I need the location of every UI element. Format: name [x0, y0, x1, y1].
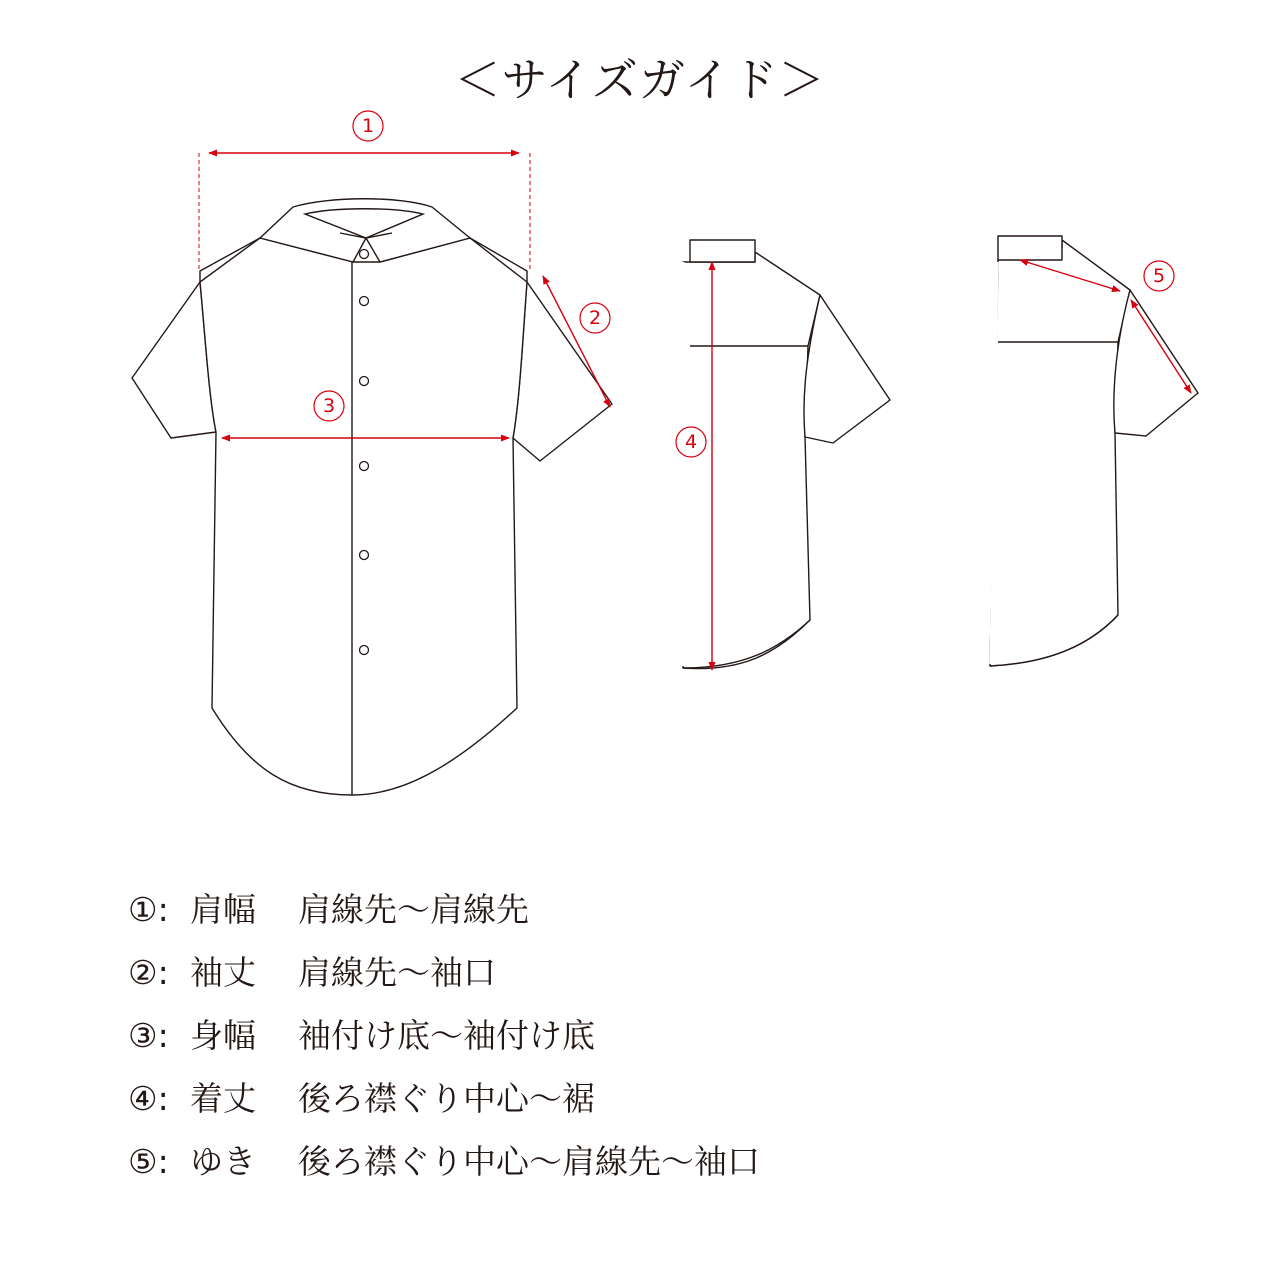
legend-row	[128, 1134, 760, 1197]
page-title: ＜サイズガイド＞	[454, 53, 826, 107]
legend-row	[128, 945, 760, 1008]
back-body	[990, 240, 1130, 666]
side-view-shirt	[683, 240, 890, 669]
marker-4-label: 4	[684, 431, 698, 453]
legend-number: ⑤:	[128, 1142, 169, 1181]
button	[360, 297, 369, 306]
back-view-shirt	[990, 236, 1198, 666]
legend-number: ②:	[128, 953, 169, 992]
legend-name: ゆき	[190, 1142, 256, 1181]
legend-description: 肩線先〜肩線先	[298, 890, 529, 929]
button	[360, 646, 369, 655]
legend-row	[128, 1071, 760, 1134]
marker-3-label: 3	[322, 395, 336, 417]
legend-description: 袖付け底〜袖付け底	[298, 1016, 595, 1055]
back-collar	[998, 236, 1062, 260]
legend-description: 肩線先〜袖口	[298, 953, 496, 992]
button	[360, 250, 369, 259]
side-body	[683, 252, 820, 668]
legend-row	[128, 882, 760, 945]
legend-number: ④:	[128, 1079, 169, 1118]
legend-name: 肩幅	[190, 890, 256, 929]
button	[360, 377, 369, 386]
side-collar	[690, 240, 755, 262]
legend-description: 後ろ襟ぐり中心〜裾	[298, 1079, 595, 1118]
button	[360, 462, 369, 471]
legend-description: 後ろ襟ぐり中心〜肩線先〜袖口	[298, 1142, 760, 1181]
marker-1-label: 1	[361, 115, 375, 137]
back-sleeve	[1114, 290, 1198, 436]
legend-row	[128, 1008, 760, 1071]
front-body	[200, 238, 527, 795]
legend-number: ①:	[128, 890, 169, 929]
size-legend	[128, 882, 760, 1197]
marker-2-label: 2	[588, 307, 602, 329]
side-sleeve	[804, 295, 890, 443]
button	[360, 551, 369, 560]
legend-number: ③:	[128, 1016, 169, 1055]
legend-name: 身幅	[190, 1016, 256, 1055]
legend-name: 袖丈	[190, 953, 256, 992]
legend-name: 着丈	[190, 1079, 256, 1118]
front-view-shirt	[132, 199, 612, 795]
marker-5-label: 5	[1152, 265, 1166, 287]
